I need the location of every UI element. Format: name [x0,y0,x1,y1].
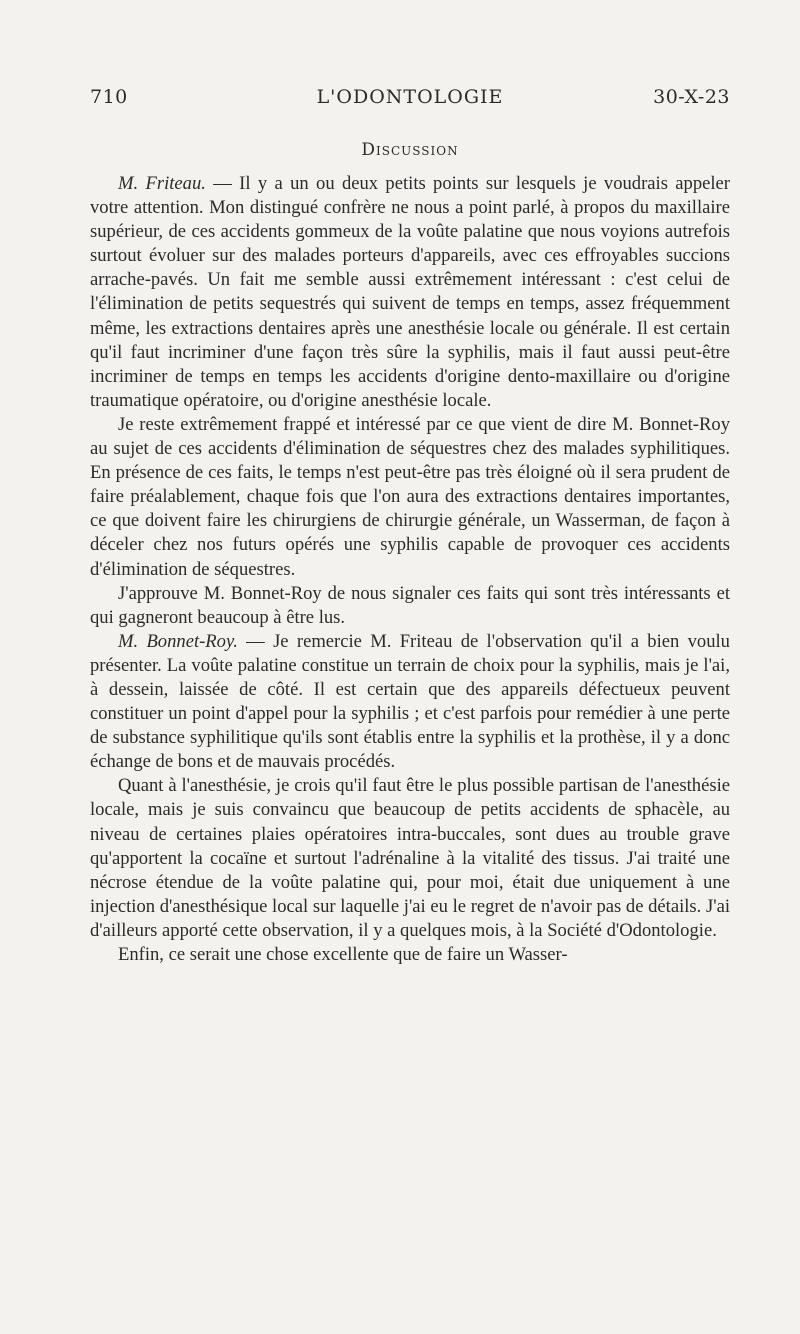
paragraph-text: — Je remercie M. Friteau de l'observation qu'il a bien voulu présenter. La voûte palatine constitue un terrain de choix pour la syphilis, mais je l'ai, à dessein, laissée de côté. Il est certain que des appareils défectueux peuvent constituer un point d'appel pour la syphilis ; et c'est parfois pour remédier à une perte de substance syphilitique qu'ils sont établis entre la syphilis et la prothèse, il y a donc échange de bons et de mauvais procédés. [90,630,730,773]
paragraph [90,172,730,413]
paragraph-text: Je reste extrêmement frappé et intéressé par ce que vient de dire M. Bonnet-Roy au sujet de ces accidents d'élimination de séquestres chez des malades syphilitiques. En présence de ces faits, le temps n'est peut-être pas très éloigné où il sera prudent de faire préalablement, chaque fois que l'on aura des extractions dentaires importantes, ce que doivent faire les chirurgiens de chirurgie générale, un Wasserman, de façon à déceler chez nos futurs opérés une syphilis capable de provoquer ces accidents d'élimination de séquestres. [90,413,730,580]
section-title: Discussion [361,140,459,160]
paragraph-text: Enfin, ce serait une chose excellente que de faire un Wasser- [118,944,568,965]
paragraph [90,774,730,943]
body-text [90,172,730,967]
paragraph [90,582,730,630]
paragraph-text: J'approuve M. Bonnet-Roy de nous signaler ces faits qui sont très intéressants et qui gagneront beaucoup à être lus. [90,582,730,628]
speaker-name: M. Friteau. [118,173,206,194]
paragraph [90,630,730,775]
issue-date: 30-X-23 [653,86,730,108]
page-number: 710 [90,86,128,108]
paragraph-text: — Il y a un ou deux petits points sur lesquels je voudrais appeler votre attention. Mon distingué confrère ne nous a point parlé, à propos du maxillaire supérieur, de ces accidents gommeux de la voûte palatine que nous voyions autrefois surtout évoluer sur des malades porteurs d'appareils, avec ces effroyables succions arrache-pavés. Un fait me semble aussi extrêmement intéressant : c'est celui de l'élimination de petits sequestrés qui suivent de temps en temps, assez fréquemment même, les extractions dentaires après une anesthésie locale ou générale. Il est certain qu'il faut incriminer d'une façon très sûre la syphilis, mais il faut aussi peut-être incriminer de temps en temps les accidents d'origine dento-maxillaire ou d'origine traumatique opératoire, ou d'origine anesthésie locale. [90,173,730,411]
running-header [90,86,730,120]
paragraph [90,943,730,967]
paragraph-text: Quant à l'anesthésie, je crois qu'il faut être le plus possible partisan de l'anesthésie locale, mais je suis convaincu que beaucoup de petits accidents de sphacèle, au niveau de certaines plaies opératoires intra-buccales, sont dues au trouble grave qu'apportent la cocaïne et surtout l'adrénaline à la vitalité des tissus. J'ai traité une nécrose étendue de la voûte palatine qui, pour moi, était due uniquement à une injection d'anesthésique local sur laquelle j'ai eu le regret de n'avoir pas de détails. J'ai d'ailleurs apporté cette observation, il y a quelques mois, à la Société d'Odontologie. [90,775,730,941]
paragraph [90,413,730,582]
journal-title: L'ODONTOLOGIE [316,86,504,108]
speaker-name: M. Bonnet-Roy. [118,630,238,652]
